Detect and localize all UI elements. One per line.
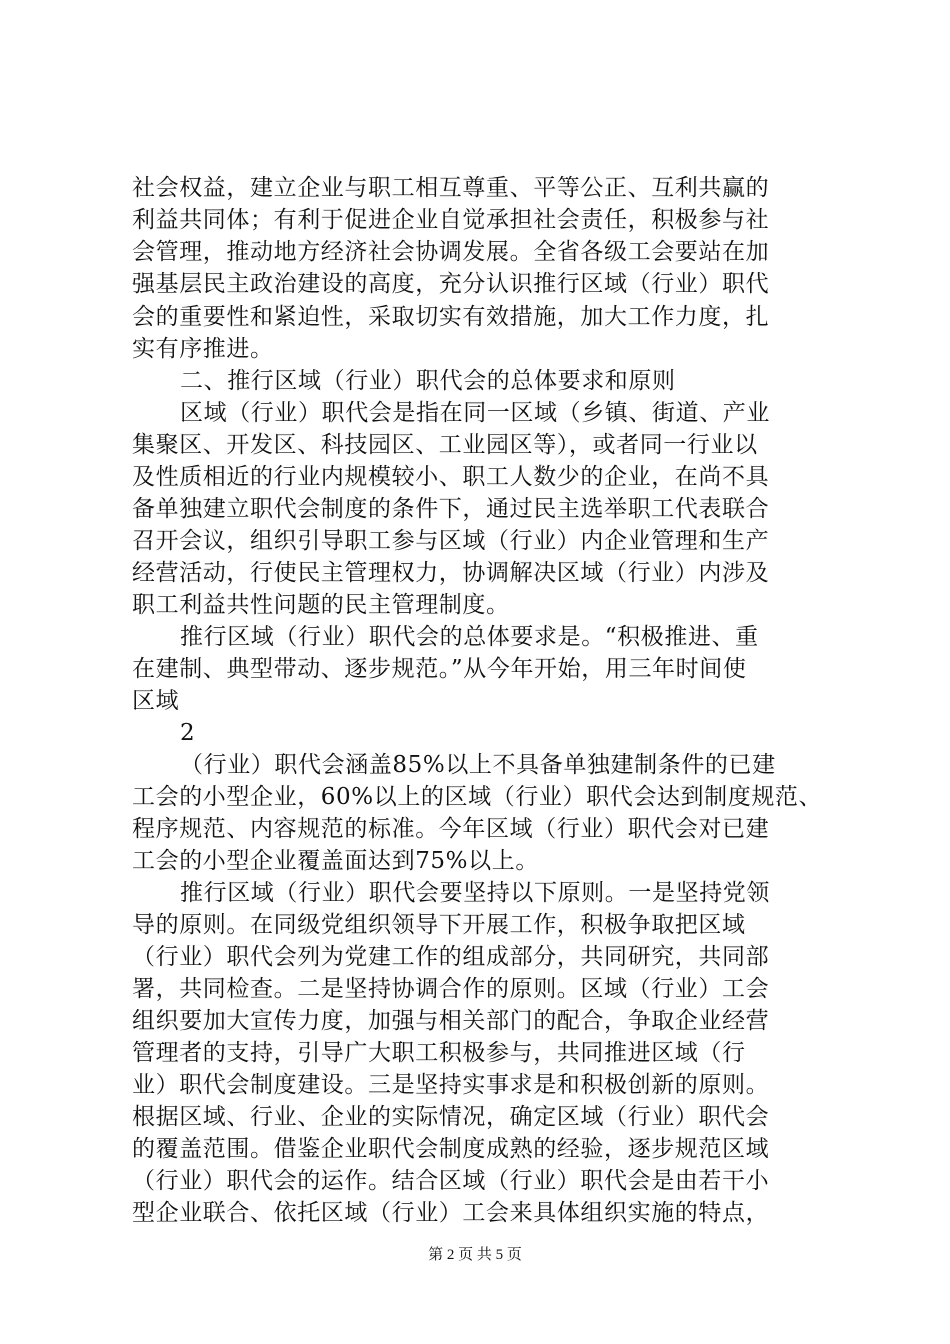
text-line: 社会权益，建立企业与职工相互尊重、平等公正、互利共赢的 [132,175,770,201]
text-line: 召开会议，组织引导职工参与区域（行业）内企业管理和生产 [132,528,770,554]
text-line: 工会的小型企业，60%以上的区域（行业）职代会达到制度规范、 [132,784,823,810]
text-line: 强基层民主政治建设的高度，充分认识推行区域（行业）职代 [132,271,770,297]
text-line: 备单独建立职代会制度的条件下，通过民主选举职工代表联合 [132,496,770,522]
text-line: 推行区域（行业）职代会的总体要求是。“积极推进、重 [180,624,759,650]
text-line: 署，共同检查。二是坚持协调合作的原则。区域（行业）工会 [132,976,770,1002]
text-line: 集聚区、开发区、科技园区、工业园区等），或者同一行业以 [132,432,758,458]
section-heading: 二、推行区域（行业）职代会的总体要求和原则 [180,368,676,394]
text-line: （行业）职代会涵盖85%以上不具备单独建制条件的已建 [180,752,776,778]
page-footer: 第 2 页 共 5 页 [428,1247,522,1263]
text-line: 及性质相近的行业内规模较小、职工人数少的企业，在尚不具 [132,464,770,490]
text-line: （行业）职代会的运作。结合区域（行业）职代会是由若干小 [132,1168,770,1194]
text-line: 职工利益共性问题的民主管理制度。 [132,592,510,618]
text-line: 的覆盖范围。借鉴企业职代会制度成熟的经验，逐步规范区域 [132,1136,770,1162]
text-line: 区域 [132,688,180,714]
text-line: 根据区域、行业、企业的实际情况，确定区域（行业）职代会 [132,1104,770,1130]
text-line: 型企业联合、依托区域（行业）工会来具体组织实施的特点， [132,1200,770,1226]
text-line: 实有序推进。 [132,336,274,362]
text-line: 在建制、典型带动、逐步规范。”从今年开始，用三年时间使 [132,656,747,682]
text-line: 工会的小型企业覆盖面达到75%以上。 [132,848,539,874]
text-line: 会管理，推动地方经济社会协调发展。全省各级工会要站在加 [132,239,770,265]
text-line: 组织要加大宣传力度，加强与相关部门的配合，争取企业经营 [132,1008,770,1034]
text-line: 区域（行业）职代会是指在同一区域（乡镇、街道、产业 [180,400,770,426]
text-line: （行业）职代会列为党建工作的组成部分，共同研究，共同部 [132,944,770,970]
inline-page-number: 2 [180,720,196,746]
text-line: 经营活动，行使民主管理权力，协调解决区域（行业）内涉及 [132,560,770,586]
text-line: 利益共同体；有利于促进企业自觉承担社会责任，积极参与社 [132,207,770,233]
text-line: 程序规范、内容规范的标准。今年区域（行业）职代会对已建 [132,816,770,842]
text-line: 会的重要性和紧迫性，采取切实有效措施，加大工作力度，扎 [132,304,770,330]
text-line: 推行区域（行业）职代会要坚持以下原则。一是坚持党领 [180,880,770,906]
text-line: 导的原则。在同级党组织领导下开展工作，积极争取把区域 [132,912,746,938]
text-line: 业）职代会制度建设。三是坚持实事求是和积极创新的原则。 [132,1072,770,1098]
text-line: 管理者的支持，引导广大职工积极参与，共同推进区域（行 [132,1040,746,1066]
